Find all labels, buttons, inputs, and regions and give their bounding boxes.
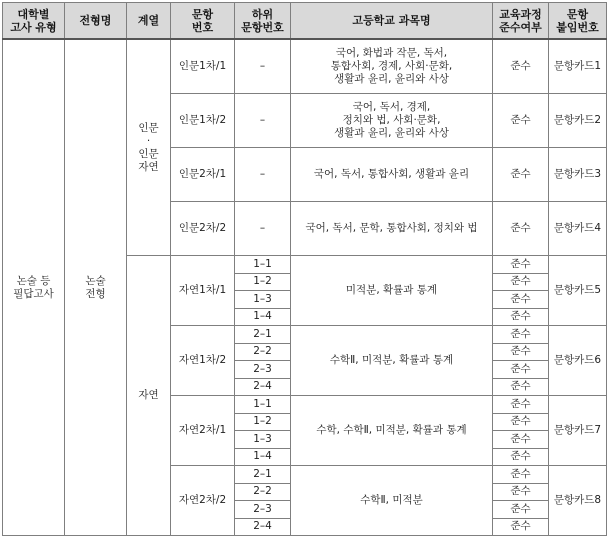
compliance-cell: 준수 (493, 413, 549, 431)
sub-item-cell: 1–3 (235, 431, 291, 449)
header-admission-name: 전형명 (65, 3, 127, 40)
item-number-cell: 인문2차/1 (171, 148, 235, 202)
sub-item-cell: 2–2 (235, 343, 291, 361)
header-exam-type: 대학별 고사 유형 (3, 3, 65, 40)
track-science-cell: 자연 (127, 256, 171, 536)
item-number-cell: 자연2차/1 (171, 396, 235, 466)
admission-name-cell: 논술 전형 (65, 39, 127, 536)
sub-item-cell: 1–2 (235, 413, 291, 431)
header-item-number: 문항 번호 (171, 3, 235, 40)
compliance-cell: 준수 (493, 431, 549, 449)
subjects-cell: 국어, 독서, 경제, 정치와 법, 사회·문화, 생활과 윤리, 윤리와 사상 (291, 94, 493, 148)
subjects-cell: 국어, 독서, 통합사회, 생활과 윤리 (291, 148, 493, 202)
sub-item-cell: 1–4 (235, 308, 291, 326)
attachment-cell: 문항카드8 (549, 466, 607, 536)
sub-item-cell: – (235, 148, 291, 202)
compliance-cell: 준수 (493, 448, 549, 466)
sub-item-cell: 2–3 (235, 501, 291, 519)
exam-type-cell: 논술 등 필답고사 (3, 39, 65, 536)
header-attachment-number: 문항 붙임번호 (549, 3, 607, 40)
compliance-cell: 준수 (493, 378, 549, 396)
compliance-cell: 준수 (493, 148, 549, 202)
sub-item-cell: 2–3 (235, 361, 291, 379)
attachment-cell: 문항카드6 (549, 326, 607, 396)
sub-item-cell: 2–1 (235, 466, 291, 484)
sub-item-cell: 1–2 (235, 273, 291, 291)
header-subject-names: 고등학교 과목명 (291, 3, 493, 40)
compliance-cell: 준수 (493, 291, 549, 309)
compliance-cell: 준수 (493, 326, 549, 344)
sub-item-cell: 1–1 (235, 256, 291, 274)
header-curriculum-compliance: 교육과정 준수여부 (493, 3, 549, 40)
sub-item-cell: – (235, 39, 291, 94)
header-row (3, 3, 607, 40)
compliance-cell: 준수 (493, 343, 549, 361)
subjects-cell: 국어, 화법과 작문, 독서, 통합사회, 경제, 사회·문화, 생활과 윤리, 윤리와 사상 (291, 39, 493, 94)
table-row (3, 39, 607, 94)
exam-items-table (2, 2, 607, 536)
attachment-cell: 문항카드5 (549, 256, 607, 326)
item-number-cell: 자연1차/1 (171, 256, 235, 326)
sub-item-cell: 1–4 (235, 448, 291, 466)
compliance-cell: 준수 (493, 501, 549, 519)
compliance-cell: 준수 (493, 39, 549, 94)
compliance-cell: 준수 (493, 466, 549, 484)
item-number-cell: 자연1차/2 (171, 326, 235, 396)
item-number-cell: 인문1차/1 (171, 39, 235, 94)
compliance-cell: 준수 (493, 308, 549, 326)
sub-item-cell: 2–1 (235, 326, 291, 344)
attachment-cell: 문항카드3 (549, 148, 607, 202)
subjects-cell: 수학Ⅱ, 미적분 (291, 466, 493, 536)
sub-item-cell: 2–2 (235, 483, 291, 501)
sub-item-cell: 2–4 (235, 378, 291, 396)
track-humanities-cell: 인문 · 인문 자연 (127, 39, 171, 256)
sub-item-cell: 2–4 (235, 518, 291, 536)
subjects-cell: 수학, 수학Ⅱ, 미적분, 확률과 통계 (291, 396, 493, 466)
subjects-cell: 국어, 독서, 문학, 통합사회, 정치와 법 (291, 202, 493, 256)
header-sub-item-number: 하위 문항번호 (235, 3, 291, 40)
compliance-cell: 준수 (493, 396, 549, 414)
sub-item-cell: – (235, 94, 291, 148)
compliance-cell: 준수 (493, 273, 549, 291)
compliance-cell: 준수 (493, 256, 549, 274)
attachment-cell: 문항카드7 (549, 396, 607, 466)
attachment-cell: 문항카드2 (549, 94, 607, 148)
compliance-cell: 준수 (493, 94, 549, 148)
subjects-cell: 수학Ⅱ, 미적분, 확률과 통계 (291, 326, 493, 396)
sub-item-cell: 1–3 (235, 291, 291, 309)
header-track: 계열 (127, 3, 171, 40)
item-number-cell: 자연2차/2 (171, 466, 235, 536)
item-number-cell: 인문1차/2 (171, 94, 235, 148)
item-number-cell: 인문2차/2 (171, 202, 235, 256)
compliance-cell: 준수 (493, 361, 549, 379)
sub-item-cell: 1–1 (235, 396, 291, 414)
attachment-cell: 문항카드1 (549, 39, 607, 94)
sub-item-cell: – (235, 202, 291, 256)
compliance-cell: 준수 (493, 518, 549, 536)
subjects-cell: 미적분, 확률과 통계 (291, 256, 493, 326)
compliance-cell: 준수 (493, 483, 549, 501)
compliance-cell: 준수 (493, 202, 549, 256)
attachment-cell: 문항카드4 (549, 202, 607, 256)
